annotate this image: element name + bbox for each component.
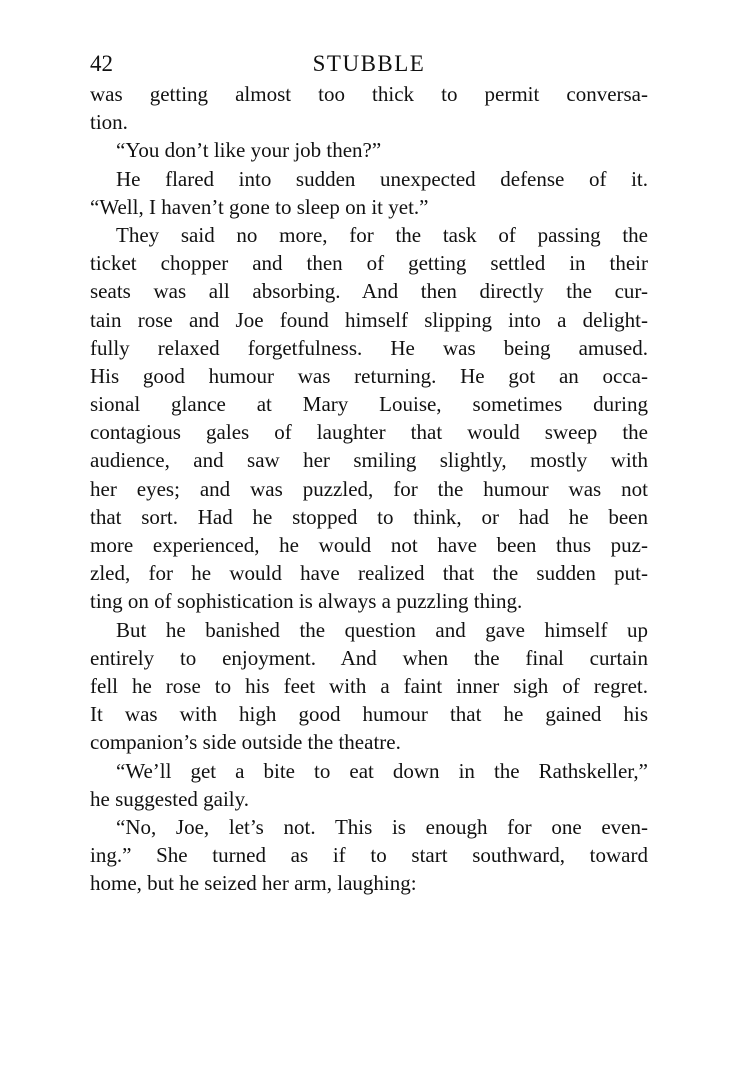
text-line: “We’ll get a bite to eat down in the Rathskeller,” [116,758,648,783]
text-line: home, but he seized her arm, laughing: [90,871,417,896]
text-line: zled, for he would have realized that the sudden put- [90,561,648,586]
text-line: that sort. Had he stopped to think, or had he been [90,504,648,529]
running-title: STUBBLE [312,51,426,76]
text-line: ticket chopper and then of getting settled in their [90,251,648,276]
text-line: They said no more, for the task of passing the [116,222,648,247]
text-line: sional glance at Mary Louise, sometimes during [90,392,648,417]
text-line: “You don’t like your job then?” [116,138,382,163]
book-page [90,48,648,897]
text-line: It was with high good humour that he gained his [90,702,648,727]
text-line: His good humour was returning. He got an occa- [90,363,648,388]
text-line: ing.” She turned as if to start southward, toward [90,843,648,868]
text-line: entirely to enjoyment. And when the final curtain [90,645,648,670]
text-line: But he banished the question and gave himself up [116,617,648,642]
text-line: companion’s side outside the theatre. [90,730,401,755]
text-line: ting on of sophistication is always a puzzling thing. [90,589,523,614]
text-line: seats was all absorbing. And then directly the cur- [90,279,648,304]
page-number: 42 [90,51,113,76]
text-line: was getting almost too thick to permit conversa- [90,82,648,106]
text-line: he suggested gaily. [90,786,250,811]
body-text [90,80,648,897]
text-line: her eyes; and was puzzled, for the humour was not [90,476,648,501]
text-line: fully relaxed forgetfulness. He was being amused. [90,335,648,360]
text-line: fell he rose to his feet with a faint inner sigh of regret. [90,673,648,698]
text-line: “Well, I haven’t gone to sleep on it yet.” [90,194,429,219]
text-line: audience, and saw her smiling slightly, mostly with [90,448,648,473]
text-line: contagious gales of laughter that would sweep the [90,420,648,445]
text-line: tain rose and Joe found himself slipping into a delight- [90,307,648,332]
text-line: “No, Joe, let’s not. This is enough for one even- [116,814,648,839]
text-line: more experienced, he would not have been thus puz- [90,533,648,557]
running-head [90,48,648,80]
text-line: tion. [90,110,128,135]
text-line: He flared into sudden unexpected defense of it. [116,166,648,191]
